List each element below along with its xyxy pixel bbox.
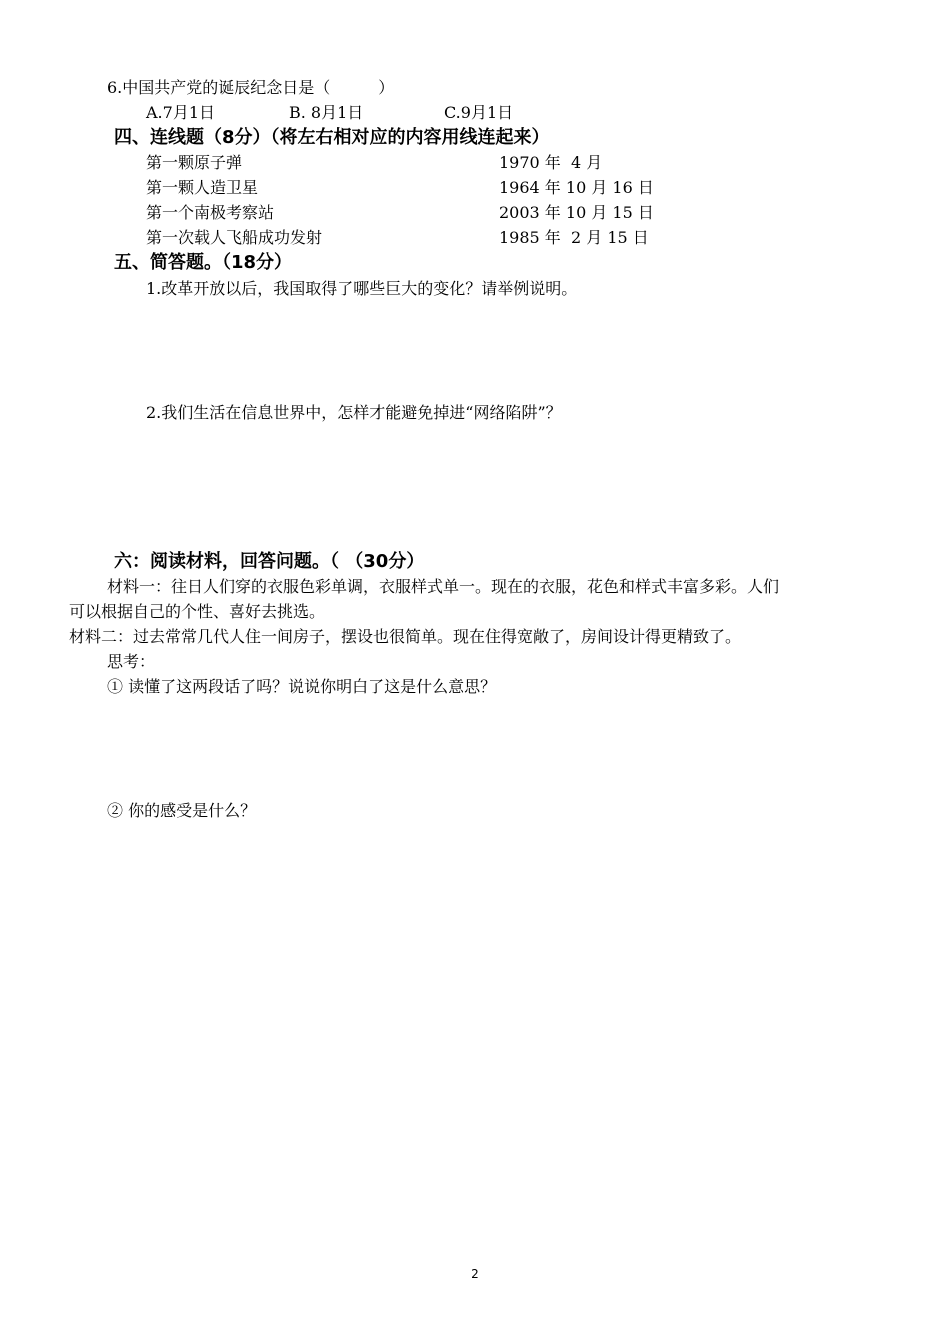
match-right-item: 2003 年 10 月 15 日 xyxy=(499,203,654,222)
section6-heading: 六：阅读材料，回答问题。（ （30分） xyxy=(114,551,425,572)
section5-question-2: 2.我们生活在信息世界中，怎样才能避免掉进“网络陷阱”？ xyxy=(146,403,562,422)
match-right-item: 1985 年 2 月 15 日 xyxy=(499,228,649,247)
page-number: 2 xyxy=(471,1267,479,1281)
match-left-item: 第一颗原子弹 xyxy=(146,153,243,172)
section5-question-1: 1.改革开放以后，我国取得了哪些巨大的变化？请举例说明。 xyxy=(146,279,578,298)
think-label: 思考： xyxy=(107,652,156,671)
material-1-line-1: 材料一：往日人们穿的衣服色彩单调，衣服样式单一。现在的衣服，花色和样式丰富多彩。人们 xyxy=(107,577,780,596)
match-left-item: 第一次载人飞船成功发射 xyxy=(146,228,323,247)
section4-heading: 四、连线题（8分）（将左右相对应的内容用线连起来） xyxy=(114,127,550,148)
match-left-item: 第一颗人造卫星 xyxy=(146,178,259,197)
think-question-1: ① 读懂了这两段话了吗？说说你明白了这是什么意思？ xyxy=(107,677,497,696)
match-left-item: 第一个南极考察站 xyxy=(146,203,275,222)
q6-stem: 6.中国共产党的诞辰纪念日是（ ） xyxy=(107,78,395,97)
match-right-item: 1964 年 10 月 16 日 xyxy=(499,178,654,197)
section5-heading: 五、简答题。（18分） xyxy=(114,252,293,273)
q6-option-a: A.7月1日 xyxy=(146,103,216,122)
q6-option-b: B. 8月1日 xyxy=(289,103,364,122)
think-question-2: ② 你的感受是什么？ xyxy=(107,801,257,820)
q6-option-c: C.9月1日 xyxy=(444,103,514,122)
match-right-item: 1970 年 4 月 xyxy=(499,153,603,172)
material-2: 材料二：过去常常几代人住一间房子，摆设也很简单。现在住得宽敞了，房间设计得更精致了。 xyxy=(69,627,742,646)
material-1-line-2: 可以根据自己的个性、喜好去挑选。 xyxy=(69,602,326,621)
